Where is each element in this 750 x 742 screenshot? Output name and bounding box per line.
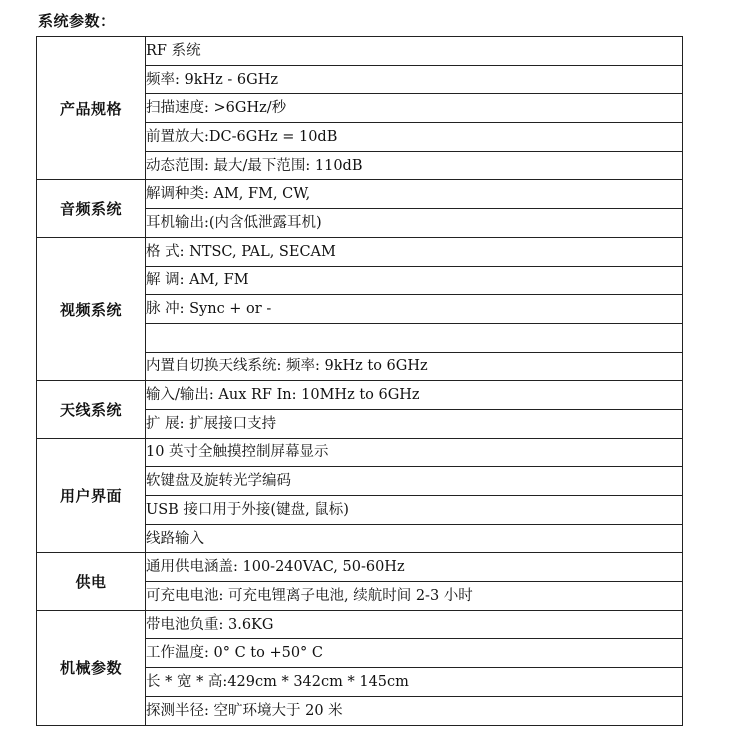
spec-value-cell: 长 * 宽 * 高:429cm * 342cm * 145cm (146, 668, 683, 697)
section-heading: 系统参数： (38, 12, 116, 30)
spec-value-cell: 工作温度: 0° C to +50° C (146, 639, 683, 668)
spec-value-cell: 动态范围: 最大/最下范围: 110dB (146, 151, 683, 180)
category-cell: 视频系统 (37, 237, 146, 380)
spec-value-cell: 线路输入 (146, 524, 683, 553)
spec-value-cell: 格 式: NTSC, PAL, SECAM (146, 237, 683, 266)
spec-value-cell: 解 调: AM, FM (146, 266, 683, 295)
spec-value-cell: RF 系统 (146, 37, 683, 66)
category-cell: 产品规格 (37, 37, 146, 180)
spec-table-body (37, 37, 683, 726)
spec-value-cell: 前置放大:DC-6GHz = 10dB (146, 123, 683, 152)
spec-value-cell: USB 接口用于外接(键盘, 鼠标) (146, 496, 683, 525)
category-cell: 天线系统 (37, 381, 146, 438)
spec-value-cell: 可充电电池: 可充电锂离子电池, 续航时间 2-3 小时 (146, 582, 683, 611)
spec-value-cell: 探测半径: 空旷环境大于 20 米 (146, 696, 683, 725)
spec-value-cell: 扩 展: 扩展接口支持 (146, 409, 683, 438)
spec-value-cell: 频率: 9kHz - 6GHz (146, 65, 683, 94)
spec-value-cell: 内置自切换天线系统: 频率: 9kHz to 6GHz (146, 352, 683, 381)
category-cell: 用户界面 (37, 438, 146, 553)
table-row (37, 381, 683, 410)
spec-value-cell: 耳机输出:(内含低泄露耳机) (146, 209, 683, 238)
spec-value-cell (146, 323, 683, 352)
spec-value-cell: 脉 冲: Sync + or - (146, 295, 683, 324)
table-row (37, 237, 683, 266)
table-row (37, 438, 683, 467)
category-cell: 机械参数 (37, 610, 146, 725)
category-cell: 音频系统 (37, 180, 146, 237)
spec-value-cell: 带电池负重: 3.6KG (146, 610, 683, 639)
table-row (37, 180, 683, 209)
spec-value-cell: 通用供电涵盖: 100-240VAC, 50-60Hz (146, 553, 683, 582)
spec-value-cell: 软键盘及旋转光学编码 (146, 467, 683, 496)
table-row (37, 37, 683, 66)
spec-value-cell: 解调种类: AM, FM, CW, (146, 180, 683, 209)
spec-value-cell: 10 英寸全触摸控制屏幕显示 (146, 438, 683, 467)
spec-value-cell: 扫描速度: >6GHz/秒 (146, 94, 683, 123)
table-row (37, 610, 683, 639)
spec-value-cell: 输入/输出: Aux RF In: 10MHz to 6GHz (146, 381, 683, 410)
spec-table (36, 36, 683, 726)
table-row (37, 553, 683, 582)
category-cell: 供电 (37, 553, 146, 610)
